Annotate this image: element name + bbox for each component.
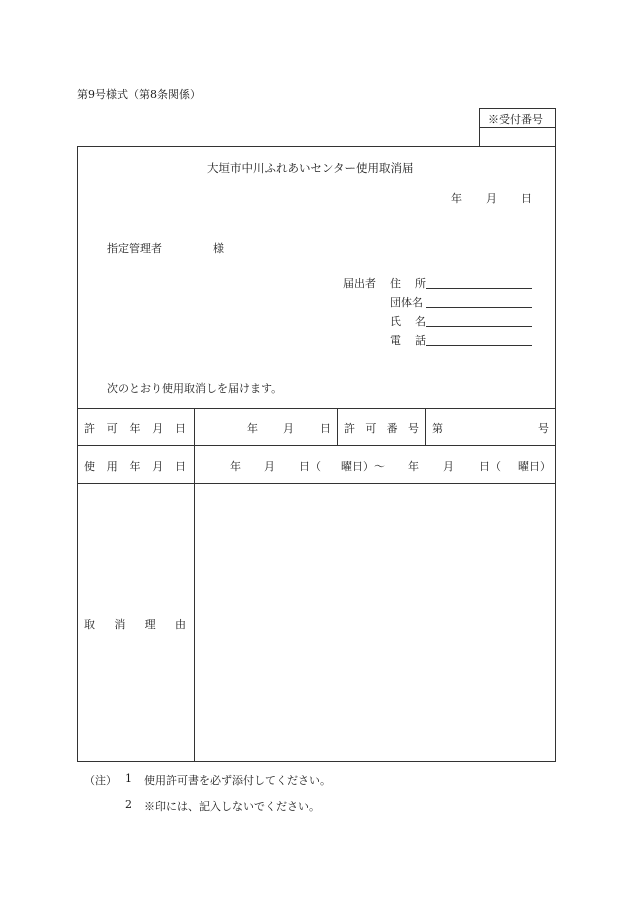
date-day-label: 日 [521, 192, 532, 205]
statement: 次のとおり使用取消しを届けます。 [107, 382, 283, 395]
form-title: 大垣市中川ふれあいセンター使用取消届 [207, 161, 414, 175]
row-divider-2 [77, 483, 556, 484]
table-top-line [77, 408, 556, 409]
permit-number-prefix: 第 [432, 422, 443, 435]
addressee-honorific: 様 [213, 242, 224, 255]
permit-number-label: 許 可 番 号 [344, 422, 419, 435]
use-date-month-2: 月 [443, 460, 454, 473]
note-1-number: 1 [125, 772, 132, 785]
reception-box-divider [479, 127, 556, 128]
permit-date-year: 年 [247, 422, 258, 435]
notes-prefix: （注） [84, 774, 117, 787]
label-column-divider [194, 408, 195, 762]
applicant-label: 届出者 [343, 277, 376, 290]
permit-number-label-left [337, 408, 338, 445]
date-month-label: 月 [486, 192, 497, 205]
reason-field[interactable] [196, 485, 554, 760]
form-number: 第9号様式（第8条関係） [77, 88, 201, 101]
use-date-weekday-1: 曜日）〜 [341, 460, 385, 473]
note-2-number: 2 [125, 798, 132, 811]
permit-number-suffix: 号 [538, 422, 549, 435]
use-date-label: 使 用 年 月 日 [84, 460, 186, 473]
note-2-text: ※印には、記入しないでください。 [144, 800, 320, 813]
use-date-month-1: 月 [264, 460, 275, 473]
use-date-year-2: 年 [408, 460, 419, 473]
use-date-day-2: 日（ [479, 460, 501, 473]
person-name-field[interactable] [426, 326, 532, 327]
permit-date-day: 日 [320, 422, 331, 435]
group-name-label: 団体名 [390, 296, 423, 309]
address-field[interactable] [426, 288, 532, 289]
reception-number-label: ※受付番号 [488, 113, 543, 126]
use-date-day-1: 日（ [299, 460, 321, 473]
permit-number-label-right [425, 408, 426, 445]
phone-label: 電 話 [390, 334, 426, 347]
reason-label: 取 消 理 由 [84, 618, 186, 631]
row-divider-1 [77, 445, 556, 446]
person-name-label: 氏 名 [390, 315, 426, 328]
use-date-year-1: 年 [230, 460, 241, 473]
permit-date-month: 月 [283, 422, 294, 435]
note-1-text: 使用許可書を必ず添付してください。 [144, 774, 331, 787]
address-label: 住 所 [390, 277, 426, 290]
permit-date-label: 許 可 年 月 日 [84, 422, 186, 435]
group-name-field[interactable] [426, 307, 532, 308]
date-year-label: 年 [451, 192, 462, 205]
addressee-name: 指定管理者 [107, 242, 162, 255]
phone-field[interactable] [426, 345, 532, 346]
use-date-weekday-2: 曜日） [518, 460, 551, 473]
